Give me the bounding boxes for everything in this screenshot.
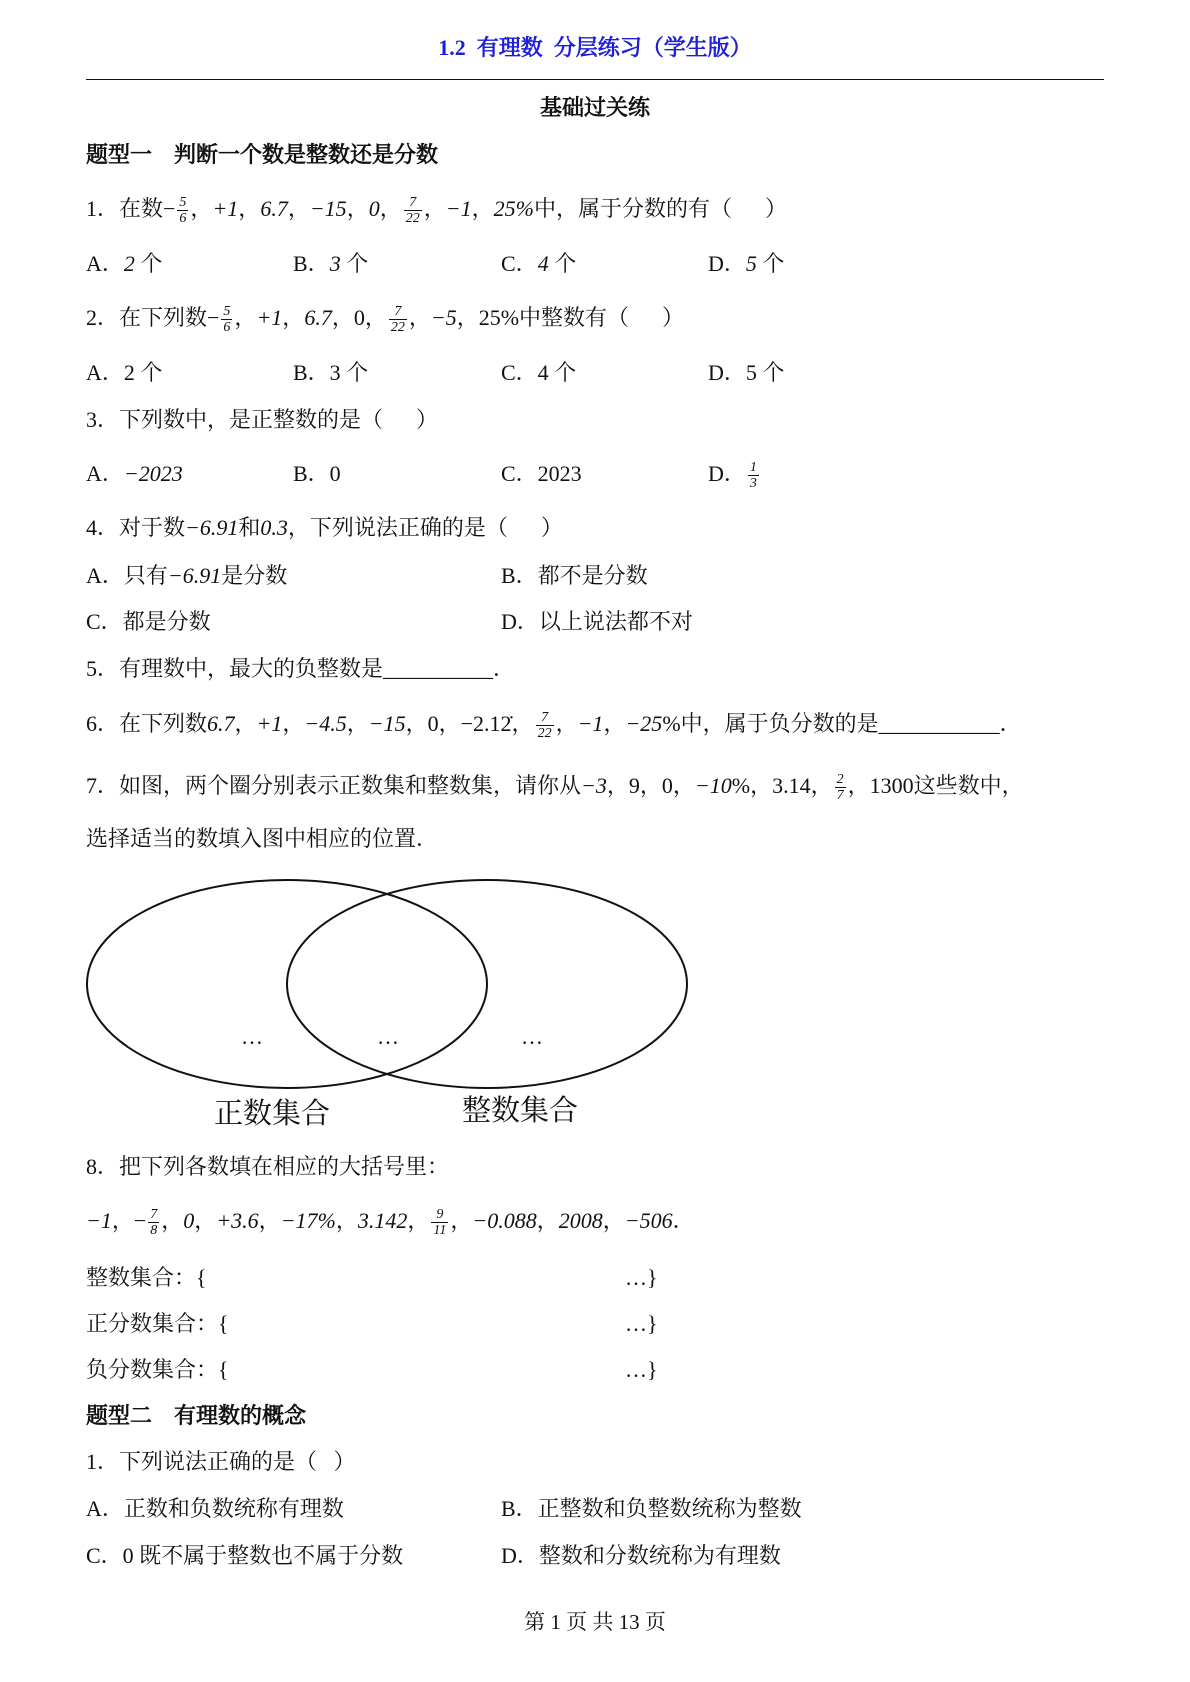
fraction — [431, 1207, 448, 1238]
text-run: ， — [190, 196, 213, 221]
q4-stem — [86, 513, 563, 543]
fraction-numerator: 7 — [389, 304, 407, 320]
text-run: ，− — [111, 1208, 147, 1233]
text-run: D．整数和分数统称为有理数 — [501, 1543, 781, 1568]
text-run: ， — [555, 711, 578, 736]
math-run: +1 — [212, 196, 239, 221]
integer-set-close: …} — [625, 1265, 658, 1290]
q2-stem — [86, 303, 684, 335]
fraction — [177, 195, 188, 226]
page-footer: 第 1 页 共 13 页 — [524, 1610, 666, 1634]
text-run: 6．在下列数 — [86, 711, 208, 736]
p2-q1-option-a — [86, 1494, 344, 1524]
text-run: ， — [603, 711, 626, 736]
math-run: −0.088 — [472, 1208, 537, 1233]
math-run: −6.91 — [167, 563, 222, 588]
integer-set-label: 整数集合：{ — [86, 1265, 207, 1290]
text-run: ， — [536, 1208, 559, 1233]
q6-stem — [86, 709, 1022, 741]
text-run: ， — [423, 196, 446, 221]
q2-option-c — [501, 358, 576, 388]
text-run: ， — [234, 711, 257, 736]
fraction-numerator: 5 — [179, 195, 187, 211]
text-run: 和 — [238, 515, 261, 540]
text-run: %中，属于负分数的是___________． — [662, 711, 1022, 736]
text-run: ， — [161, 1208, 184, 1233]
q4-option-c — [86, 607, 211, 637]
text-run: ， — [234, 305, 257, 330]
fraction-denominator: 22 — [537, 726, 552, 742]
text-run: B． — [293, 251, 330, 276]
fraction — [389, 304, 407, 335]
text-run: ， — [346, 711, 369, 736]
math-run: −1 — [577, 711, 604, 736]
text-run: ， — [258, 1208, 281, 1233]
text-run: 3．下列数中，是正整数的是（ ） — [86, 407, 439, 432]
header-rule — [86, 79, 1104, 80]
text-run: ， — [407, 1208, 430, 1233]
q7-stem-line2 — [86, 824, 438, 854]
fraction-denominator: 22 — [390, 320, 405, 336]
math-run: −6.91 — [185, 515, 239, 540]
integer-only-dots: … — [521, 1024, 543, 1049]
math-run: −4.5 — [304, 711, 347, 736]
q1-option-c — [501, 249, 576, 279]
fraction-numerator: 1 — [749, 460, 757, 476]
text-run: ， — [450, 1208, 473, 1233]
text-run: 7．如图，两个圈分别表示正数集和整数集，请你从 — [86, 773, 582, 798]
doc-title: 1.2 有理数 分层练习（学生版） — [438, 35, 752, 60]
text-run: D． — [708, 461, 746, 486]
text-run: 个 — [548, 251, 577, 276]
text-run: A．只有 — [86, 563, 168, 588]
text-run: ，25%中整数有（ ） — [456, 305, 685, 330]
text-run: B．都不是分数 — [501, 563, 648, 588]
fraction-numerator: 2 — [836, 772, 844, 788]
math-run: 3 — [329, 251, 341, 276]
section-title: 基础过关练 — [539, 95, 650, 120]
text-run: 2．在下列数− — [86, 305, 220, 330]
fraction-numerator: 9 — [431, 1207, 448, 1223]
q1-option-a — [86, 249, 162, 279]
fraction-numerator: 7 — [536, 710, 554, 726]
text-run: %，3.14， — [731, 773, 833, 798]
p2-q1-option-b — [501, 1494, 802, 1524]
q5-stem — [86, 654, 515, 684]
text-run: ，9，0， — [606, 773, 695, 798]
text-run: ， — [602, 1208, 625, 1233]
fraction-denominator: 11 — [433, 1223, 447, 1239]
part2-heading: 题型二 有理数的概念 — [86, 1403, 307, 1428]
text-run: ， — [287, 196, 310, 221]
text-run: 选择适当的数填入图中相应的位置． — [86, 826, 439, 851]
fraction — [536, 710, 554, 741]
text-run: A．正数和负数统称有理数 — [86, 1496, 344, 1521]
math-run: −5 — [430, 305, 457, 330]
math-run: 3.142 — [357, 1208, 408, 1233]
q8-stem — [86, 1152, 449, 1182]
q8-numbers — [86, 1206, 695, 1238]
math-run: 6.7 — [207, 711, 235, 736]
math-run: −2023 — [123, 461, 183, 486]
q3-option-d — [708, 459, 761, 491]
text-run: D． — [708, 251, 746, 276]
p2-q1-stem — [86, 1447, 356, 1477]
text-run: ， — [346, 196, 369, 221]
fraction — [748, 460, 759, 491]
math-run: −3 — [581, 773, 607, 798]
fraction-denominator: 7 — [836, 788, 844, 804]
fraction — [221, 304, 232, 335]
text-run: C．都是分数 — [86, 609, 211, 634]
math-run: 0.3 — [260, 515, 288, 540]
negative-fraction-set-close: …} — [625, 1357, 658, 1382]
q4-option-a — [86, 561, 287, 591]
text-run: 8．把下列各数填在相应的大括号里： — [86, 1154, 450, 1179]
positive-only-dots: … — [241, 1024, 263, 1049]
math-run: −506 — [624, 1208, 673, 1233]
text-run: 是分数 — [221, 563, 288, 588]
text-run: ， — [379, 196, 402, 221]
math-run: +3.6 — [216, 1208, 259, 1233]
text-run: 1．在数− — [86, 196, 176, 221]
q1-option-b — [293, 249, 368, 279]
math-run: 6.7 — [304, 305, 332, 330]
fraction-denominator: 6 — [179, 211, 187, 227]
text-run: ，1300这些数中， — [847, 773, 1024, 798]
q7-stem-line1 — [86, 771, 1024, 803]
text-run: ． — [672, 1208, 695, 1233]
fraction — [404, 195, 422, 226]
fraction-denominator: 6 — [223, 320, 231, 336]
text-run: ，0，−2.12̇， — [405, 711, 534, 736]
text-run: D．以上说法都不对 — [501, 609, 693, 634]
q4-option-d — [501, 607, 693, 637]
text-run: A． — [86, 251, 124, 276]
text-run: ， — [282, 711, 305, 736]
text-run: ， — [238, 196, 261, 221]
text-run: ， — [282, 305, 305, 330]
integer-set-label: 整数集合 — [461, 1095, 579, 1127]
fraction-denominator: 8 — [150, 1223, 158, 1239]
math-run: +1 — [256, 711, 283, 736]
math-run: 5 — [745, 251, 757, 276]
math-run: 6.7 — [260, 196, 288, 221]
overlap-dots: … — [377, 1024, 399, 1049]
text-run: 5．有理数中，最大的负整数是__________． — [86, 656, 516, 681]
text-run: C．0 既不属于整数也不属于分数 — [86, 1543, 404, 1568]
q3-stem — [86, 405, 438, 435]
text-run: B．正整数和负整数统称为整数 — [501, 1496, 802, 1521]
text-run: 个 — [756, 251, 785, 276]
q3-option-a — [86, 459, 183, 489]
positive-fraction-set-label: 正分数集合：{ — [86, 1311, 229, 1336]
math-run: 0 — [183, 1208, 195, 1233]
text-run: ，下列说法正确的是（ ） — [287, 515, 563, 540]
p2-q1-option-c — [86, 1541, 403, 1571]
text-run: A． — [86, 461, 124, 486]
math-run: −25 — [625, 711, 663, 736]
math-run: 4 — [537, 251, 549, 276]
text-run: ， — [408, 305, 431, 330]
text-run: 4．对于数 — [86, 515, 186, 540]
math-run: +1 — [256, 305, 283, 330]
text-run: A．2 个 — [86, 360, 163, 385]
positive-fraction-set-close: …} — [625, 1311, 658, 1336]
math-run: −17% — [280, 1208, 336, 1233]
math-run: −1 — [86, 1208, 112, 1233]
fraction — [835, 772, 846, 803]
text-run: 1．下列说法正确的是（ ） — [86, 1449, 356, 1474]
part1-heading: 题型一 判断一个数是整数还是分数 — [86, 142, 439, 167]
text-run: ， — [471, 196, 494, 221]
q1-option-d — [708, 249, 784, 279]
text-run: 中，属于分数的有（ ） — [533, 196, 787, 221]
text-run: C．2023 — [501, 461, 582, 486]
negative-fraction-set-label: 负分数集合：{ — [86, 1357, 229, 1382]
text-run: ， — [194, 1208, 217, 1233]
text-run: C． — [501, 251, 538, 276]
fraction-numerator: 7 — [404, 195, 422, 211]
text-run: 个 — [340, 251, 369, 276]
fraction-denominator: 22 — [405, 211, 420, 227]
q1-stem — [86, 194, 787, 226]
text-run: C．4 个 — [501, 360, 577, 385]
math-run: −15 — [309, 196, 347, 221]
q2-option-b — [293, 358, 368, 388]
math-run: 25% — [493, 196, 534, 221]
positive-set-label: 正数集合 — [213, 1098, 331, 1130]
q2-option-a — [86, 358, 162, 388]
math-run: 2 — [123, 251, 135, 276]
text-run: B．0 — [293, 461, 341, 486]
p2-q1-option-d — [501, 1541, 781, 1571]
math-run: −15 — [368, 711, 406, 736]
math-run: −1 — [445, 196, 472, 221]
fraction-numerator: 7 — [150, 1207, 158, 1223]
q3-option-b — [293, 459, 341, 489]
text-run: 个 — [134, 251, 163, 276]
text-run: ， — [335, 1208, 358, 1233]
q4-option-b — [501, 561, 648, 591]
fraction — [148, 1207, 159, 1238]
fraction-numerator: 5 — [223, 304, 231, 320]
text-run: D．5 个 — [708, 360, 785, 385]
text-run: B．3 个 — [293, 360, 369, 385]
q2-option-d — [708, 358, 784, 388]
math-run: −10 — [694, 773, 732, 798]
math-run: 0 — [368, 196, 380, 221]
venn-diagram — [0, 860, 740, 1150]
math-run: 2008 — [558, 1208, 603, 1233]
q3-option-c — [501, 459, 582, 489]
text-run: ，0， — [331, 305, 387, 330]
fraction-denominator: 3 — [749, 476, 757, 492]
